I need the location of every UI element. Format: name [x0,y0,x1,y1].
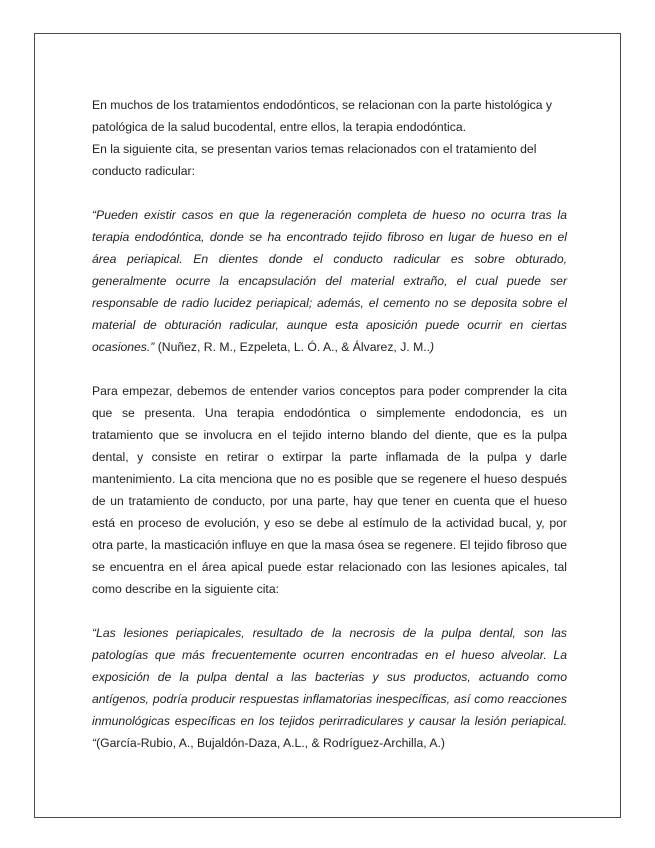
spacer [92,182,567,204]
body-paragraph-1: Para empezar, debemos de entender varios conceptos para poder comprender la cita que se presenta. Una terapia endodóntica o simplemente endodoncia, es un tratamiento que se involucra en el tejido interno blando del diente, que es la pulpa dental, y consiste en retirar o extirpar la parte inflamada de la pulpa y darle mantenimiento. La cita menciona que no es posible que se regenere el hueso después de un tratamiento de conducto, por una parte, hay que tener en cuenta que el hueso está en proceso de evolución, y eso se debe al estímulo de la actividad bucal, y, por otra parte, la masticación influye en que la masa ósea se regenere. El tejido fibroso que se encuentra en el área apical puede estar relacionado con las lesiones apicales, tal como describe en la siguiente cita: [92,384,567,596]
quote-1-citation: (Nuñez, R. M., Ezpeleta, L. Ó. A., & Álvarez, J. M.. [154,340,430,354]
spacer [92,600,567,622]
quote-1-citation-end: ) [430,340,435,354]
quote-2-text: “Las lesiones periapicales, resultado de la necrosis de la pulpa dental, son las patologías que más frecuentemente ocurren encontradas en el hueso alveolar. La exposición de la pulpa dental a las bacterias y sus productos, actuando como antígenos, podría producir respuestas inflamatorias inespecíficas, así como reacciones inmunológicas específicas en los tejidos perirradiculares y causar la lesión periapical. “ [92,626,567,750]
quote-2-citation: (García-Rubio, A., Bujaldón-Daza, A.L., & Rodríguez-Archilla, A.) [96,736,445,750]
quote-1-text: “Pueden existir casos en que la regeneración completa de hueso no ocurra tras la terapia endodóntica, donde se ha encontrado tejido fibroso en lugar de hueso en el área periapical. En dientes donde el conducto radicular es sobre obturado, generalmente ocurre la encapsulación del material extraño, el cual puede ser responsable de radio lucidez periapical; además, el cemento no se deposita sobre el material de obturación radicular, aunque esta aposición puede ocurrir en ciertas ocasiones.” [92,208,567,354]
intro-block [92,94,567,182]
quote-1 [92,204,567,358]
quote-2 [92,622,567,754]
spacer [92,358,567,380]
document-body [92,94,567,754]
intro-paragraph-2: En la siguiente cita, se presentan varios temas relacionados con el tratamiento del conducto radicular: [92,142,537,178]
intro-paragraph-1: En muchos de los tratamientos endodónticos, se relacionan con la parte histológica y patológica de la salud bucodental, entre ellos, la terapia endodóntica. [92,98,553,134]
